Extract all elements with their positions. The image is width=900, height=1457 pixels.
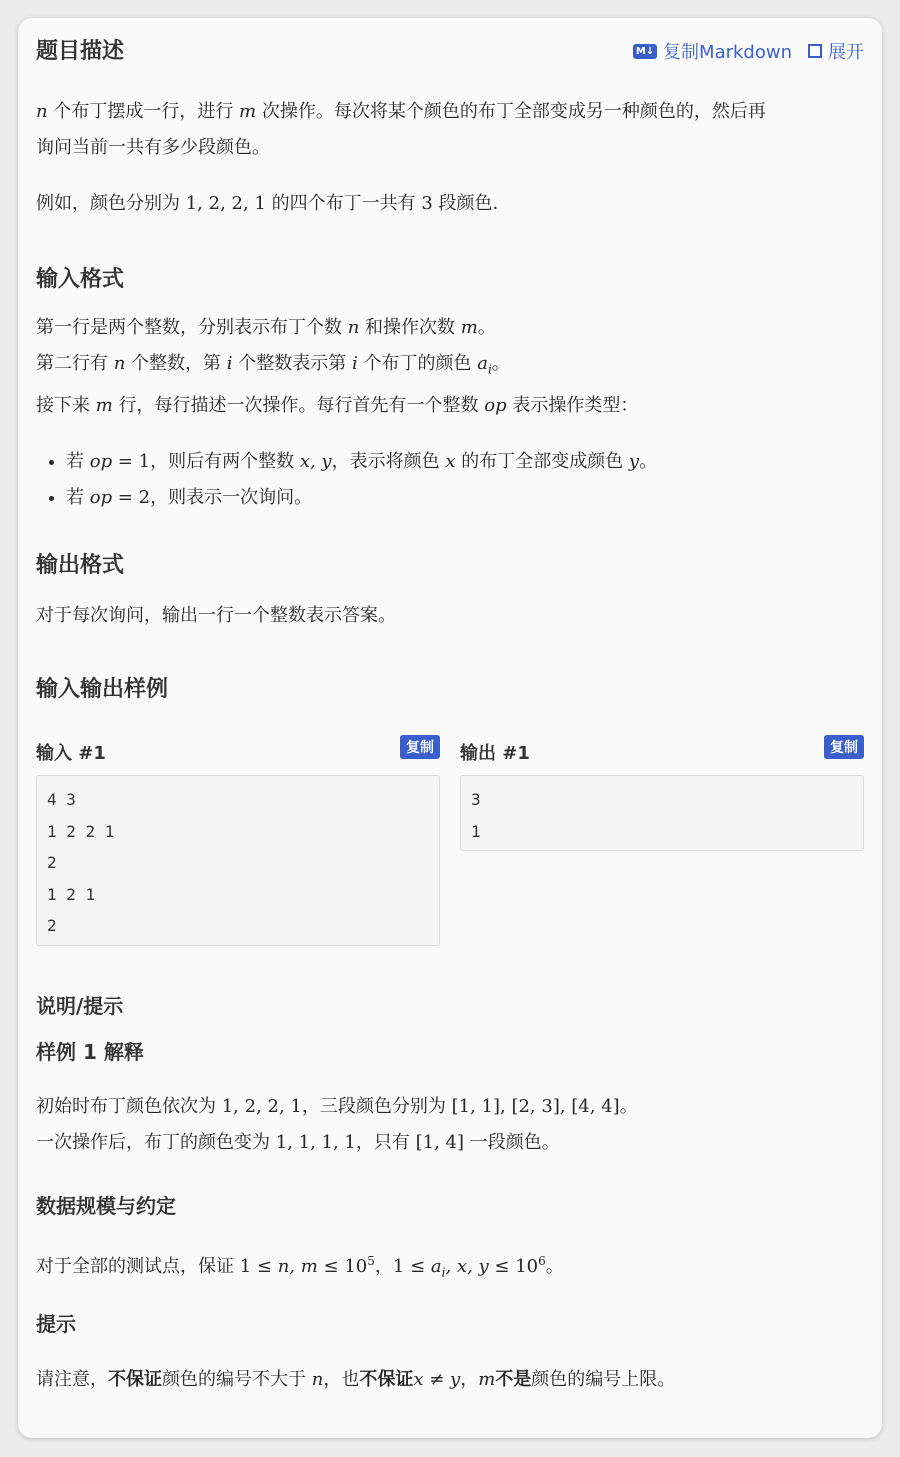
math-n: n — [311, 1369, 324, 1390]
header — [36, 34, 864, 74]
bold-text: 不是 — [495, 1369, 532, 1390]
math-one: 1 — [239, 1256, 252, 1277]
header-actions — [633, 38, 864, 64]
math-leq: ≤ — [404, 1256, 431, 1277]
text: 的四个布丁一共有 — [265, 193, 422, 214]
copy-markdown-label: 复制Markdown — [663, 42, 792, 63]
math-m: m — [95, 394, 113, 416]
math-seq: 1, 2, 2, 1 — [221, 1096, 302, 1117]
math-op: op — [89, 450, 113, 472]
sample-input-code[interactable]: 4 3 1 2 2 1 2 1 2 1 2 — [36, 775, 440, 946]
text: 个整数，第 — [125, 353, 227, 374]
text: ，也 — [323, 1369, 360, 1390]
text: 。 — [545, 1256, 564, 1277]
text: 初始时布丁颜色依次为 — [36, 1096, 222, 1117]
sample-output-label: 输出 #1 — [460, 743, 530, 764]
math-i: i — [352, 353, 358, 374]
text: 接下来 — [36, 394, 96, 416]
hint-title: 提示 — [36, 1312, 76, 1336]
description-line — [36, 94, 864, 130]
text: ，则表示一次询问。 — [150, 486, 313, 508]
text: 。 — [491, 353, 510, 374]
text: 行，每行描述一次操作。每行首先有一个整数 — [112, 394, 485, 416]
page-title: 题目描述 — [36, 39, 125, 64]
math-exp: 6 — [538, 1254, 546, 1268]
math-nm: n, m — [277, 1256, 318, 1277]
text: ，只有 — [355, 1132, 416, 1153]
text: 的布丁全部变成颜色 — [455, 450, 629, 472]
text: 若 — [66, 486, 90, 508]
math-xy: , x, y — [445, 1256, 489, 1277]
math-one: 1 — [392, 1256, 405, 1277]
text: 颜色的编号不大于 — [162, 1369, 312, 1390]
math-y: y — [450, 1369, 461, 1390]
text: 。 — [639, 450, 658, 472]
description — [36, 94, 864, 222]
text: 若 — [66, 450, 90, 472]
input-format-line — [36, 388, 864, 424]
output-format-text: 对于每次询问，输出一行一个整数表示答案。 — [36, 605, 396, 626]
math-x: x — [413, 1369, 424, 1390]
math-m: m — [478, 1369, 496, 1390]
text: 个布丁的颜色 — [357, 353, 478, 374]
text: 次操作。每次将某个颜色的布丁全部变成另一种颜色的，然后再 — [256, 101, 766, 122]
math-seg: [1, 1], [2, 3], [4, 4] — [451, 1096, 620, 1117]
math-op: op — [89, 486, 113, 508]
samples-title: 输入输出样例 — [36, 677, 169, 702]
copy-markdown-button[interactable] — [633, 38, 792, 64]
math-seq: 1, 1, 1, 1 — [275, 1132, 356, 1153]
text: 对于全部的测试点，保证 — [36, 1256, 240, 1277]
math-n: n — [36, 101, 48, 122]
list-item — [66, 444, 864, 480]
text: 一次操作后，布丁的颜色变为 — [36, 1132, 276, 1153]
math-y: y — [628, 450, 640, 472]
math-neq: ≠ — [423, 1369, 451, 1390]
output-format-title: 输出格式 — [36, 553, 125, 578]
math-i: i — [226, 353, 233, 374]
math-xy: x, y — [299, 450, 332, 472]
math-x: x — [445, 450, 456, 472]
sample-input-label: 输入 #1 — [36, 743, 106, 764]
text: 和操作次数 — [359, 317, 461, 338]
text: ，三段颜色分别为 — [301, 1096, 452, 1117]
explain-line — [36, 1125, 864, 1161]
text: 个布丁摆成一行，进行 — [47, 101, 240, 122]
math-m: m — [239, 101, 257, 122]
text: 颜色的编号上限。 — [531, 1369, 676, 1390]
description-example — [36, 186, 864, 222]
math-exp: 5 — [367, 1254, 375, 1268]
math-eq: = 2 — [112, 486, 151, 508]
hint-text — [36, 1362, 864, 1398]
text: 。 — [619, 1096, 638, 1117]
math-seg: [1, 4] — [415, 1132, 465, 1153]
description-line: 询问当前一共有多少段颜色。 — [36, 137, 270, 158]
text: 。 — [477, 317, 496, 338]
text: 一段颜色。 — [464, 1132, 560, 1153]
input-format-body — [36, 310, 864, 516]
text: 请注意， — [36, 1369, 108, 1390]
samples — [36, 735, 864, 955]
text: ， — [374, 1256, 393, 1277]
sample-output-code[interactable]: 3 1 — [460, 775, 864, 851]
list-item — [66, 480, 864, 516]
math-num: 3 — [421, 193, 433, 214]
math-n: n — [113, 353, 126, 374]
text: 第二行有 — [36, 353, 114, 374]
math-ten: 10 — [344, 1256, 368, 1277]
notes-title: 说明/提示 — [36, 994, 124, 1018]
operation-list — [36, 444, 864, 516]
problem-card — [18, 18, 882, 1438]
math-leq: ≤ — [317, 1256, 345, 1277]
text: ， — [460, 1369, 479, 1390]
text: ，则后有两个整数 — [150, 450, 300, 472]
input-format-title: 输入格式 — [36, 267, 125, 292]
copy-input-button[interactable]: 复制 — [400, 735, 440, 759]
math-ten: 10 — [515, 1256, 539, 1277]
math-op: op — [484, 394, 507, 416]
text: 表示操作类型： — [506, 394, 639, 416]
math-leq: ≤ — [488, 1256, 516, 1277]
expand-button[interactable] — [792, 38, 864, 64]
math-a: a — [430, 1256, 442, 1277]
text: 第一行是两个整数，分别表示布丁个数 — [36, 317, 348, 338]
math-seq: 1, 2, 2, 1 — [185, 193, 266, 214]
text: 段颜色. — [432, 193, 499, 214]
scale-title: 数据规模与约定 — [36, 1194, 176, 1218]
sample-explain-title: 样例 1 解释 — [36, 1040, 144, 1064]
markdown-icon: M↓ — [633, 44, 657, 59]
bold-text: 不保证 — [108, 1369, 162, 1390]
expand-label: 展开 — [828, 42, 864, 63]
text: 例如，颜色分别为 — [36, 193, 186, 214]
text: 个整数表示第 — [232, 353, 352, 374]
math-sub-i: i — [487, 362, 492, 377]
copy-output-button[interactable]: 复制 — [824, 735, 864, 759]
explain-line — [36, 1089, 864, 1125]
sample-explain-body — [36, 1089, 864, 1161]
math-leq: ≤ — [251, 1256, 278, 1277]
math-a: a — [477, 353, 488, 374]
math-n: n — [347, 317, 360, 338]
bold-text: 不保证 — [359, 1369, 414, 1390]
input-format-line — [36, 310, 864, 346]
scale-text — [36, 1243, 864, 1291]
math-eq: = 1 — [112, 450, 151, 472]
input-format-line — [36, 346, 864, 388]
math-m: m — [460, 317, 478, 338]
math-sub-i: i — [441, 1265, 446, 1280]
text: ，表示将颜色 — [331, 450, 446, 472]
expand-icon — [808, 44, 822, 58]
